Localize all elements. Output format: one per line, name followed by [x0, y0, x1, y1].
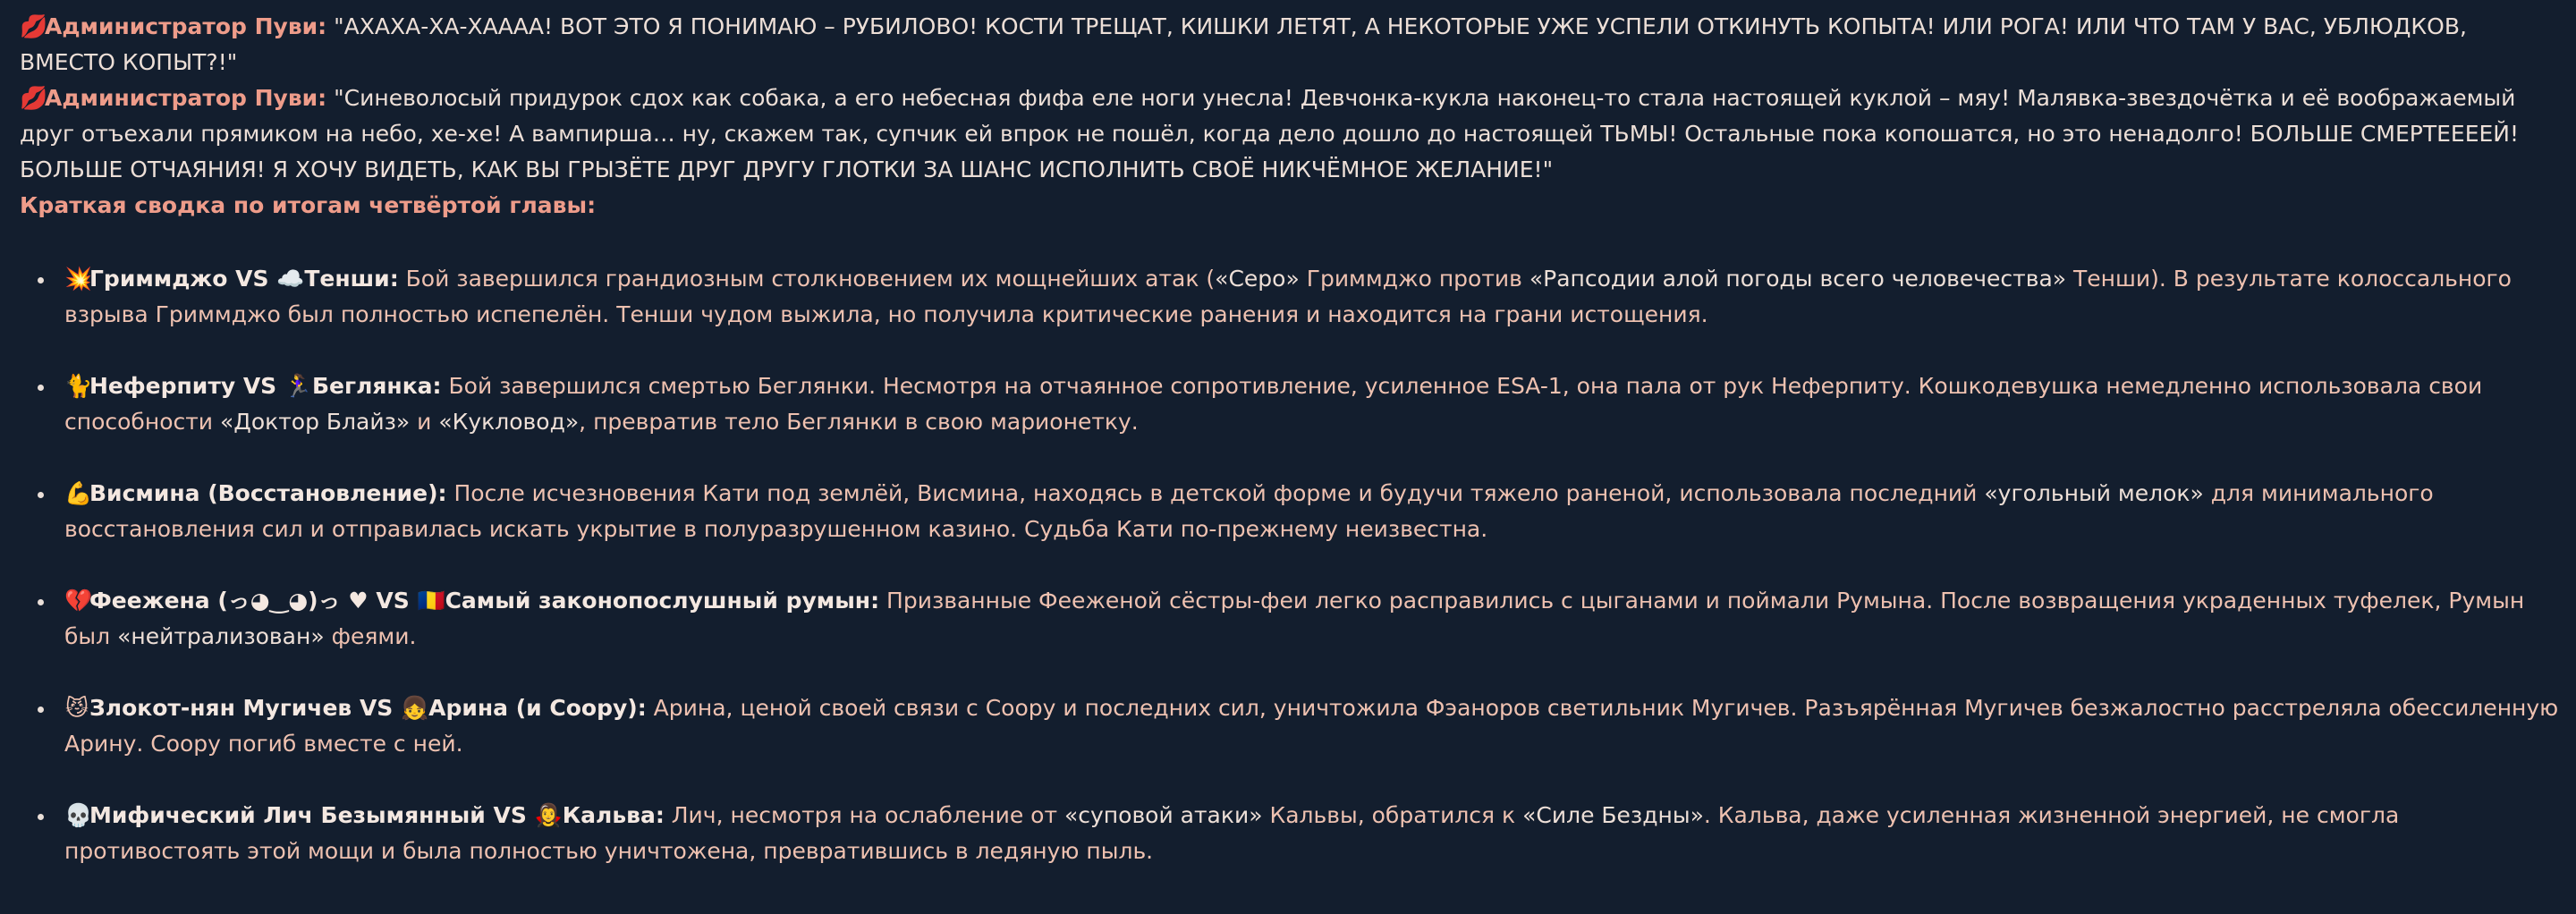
battle-item [64, 798, 2560, 869]
battle-item [64, 476, 2560, 547]
battle-item [64, 690, 2560, 762]
description-text: , превратив тело Беглянки в свою марионетку. [579, 409, 1139, 435]
description-text: Бой завершился грандиозным столкновением их мощнейших атак ( [398, 266, 1216, 292]
description-text: После исчезновения Кати под землёй, Висмина, находясь в детской форме и будучи тяжело раненой, использовала последний [446, 480, 1985, 506]
lips-icon: 💋 [20, 13, 48, 39]
lips-icon: 💋 [20, 85, 48, 111]
description-text: . Кальва, даже усиленная жизненной энергией, не смогла противостоять этой мощи и была полностью уничтожена, превратившись в ледяную пыль. [64, 802, 2400, 864]
quoted-term: «Кукловод» [438, 409, 580, 435]
battle-title: Висмина (Восстановление): [89, 480, 447, 506]
cat-icon: 🐈 [64, 373, 93, 399]
description-text: для минимального восстановления сил и отправилась искать укрытие в полуразрушенном казино. Судьба Кати по-прежнему неизвестна. [64, 480, 2434, 542]
admin-message-1 [20, 9, 2560, 80]
quoted-term: «Доктор Блайз» [220, 409, 411, 435]
battle-title: Злокот-нян Мугичев VS 👧Арина (и Соору): [89, 695, 647, 721]
muscle-icon: 💪 [64, 480, 93, 506]
message-text: "Синеволосый придурок сдох как собака, а его небесная фифа еле ноги унесла! Девчонка-кукла наконец-то стала настоящей куклой – мяу! Малявка-звездочётка и её воображаемый друг отъехали прямиком на небо, хе-хе! А вампирша… ну, скажем так, супчик ей впрок не пошёл, когда дело дошло до настоящей ТЬМЫ! Остальные пока копошатся, но это ненадолго! БОЛЬШЕ СМЕРТЕЕЕЕЙ! БОЛЬШЕ ОТЧАЯНИЯ! Я ХОЧУ ВИДЕТЬ, КАК ВЫ ГРЫЗЁТЕ ДРУГ ДРУГУ ГЛОТКИ ЗА ШАНС ИСПОЛНИТЬ СВОЁ НИКЧЁМНОЕ ЖЕЛАНИЕ!" [20, 85, 2520, 182]
admin-message-2 [20, 80, 2560, 188]
battle-item [64, 261, 2560, 333]
battle-item [64, 368, 2560, 440]
summary-heading: Краткая сводка по итогам четвёртой главы: [20, 192, 597, 218]
quoted-term: «Силе Бездны» [1522, 802, 1704, 828]
skull-icon: 💀 [64, 802, 93, 828]
description-text: Бой завершился смертью Беглянки. Несмотря на отчаянное сопротивление, усиленное ESA-1, она пала от рук Неферпиту. Кошкодевушка немедленно использовала свои способности [64, 373, 2483, 435]
message-text: "АХАХА-ХА-ХАААА! ВОТ ЭТО Я ПОНИМАЮ – РУБИЛОВО! КОСТИ ТРЕЩАТ, КИШКИ ЛЕТЯТ, А НЕКОТОРЫЕ УЖЕ УСПЕЛИ ОТКИНУТЬ КОПЫТА! ИЛИ РОГА! ИЛИ ЧТО ТАМ У ВАС, УБЛЮДКОВ, ВМЕСТО КОПЫТ?!" [20, 13, 2467, 75]
speaker-name: Администратор Пуви: [45, 85, 327, 111]
description-text: Тенши). В результате колоссального взрыва Гриммджо был полностью испепелён. Тенши чудом выжила, но получила критические ранения и находится на грани истощения. [64, 266, 2512, 327]
quoted-term: «Рапсодии алой погоды всего человечества» [1529, 266, 2067, 292]
explosion-icon: 💥 [64, 266, 93, 292]
description-text: Кальвы, обратился к [1262, 802, 1523, 828]
chat-log [20, 9, 2560, 905]
description-text: феями. [324, 623, 417, 649]
description-text: и [410, 409, 439, 435]
description-text: Лич, несмотря на ослабление от [664, 802, 1064, 828]
quoted-term: «Серо» [1215, 266, 1300, 292]
battle-description [64, 266, 2512, 327]
description-text: Призванные Фееженой сёстры-феи легко расправились с цыганами и поймали Румына. После возвращения украденных туфелек, Румын был [64, 588, 2525, 649]
description-text: Арина, ценой своей связи с Соору и последних сил, уничтожила Фэаноров светильник Мугичев. Разъярённая Мугичев безжалостно расстреляла обессиленную Арину. Соору погиб вместе с ней. [64, 695, 2559, 757]
battle-title: Мифический Лич Безымянный VS 🧛‍♀️Кальва: [89, 802, 665, 828]
broken-heart-icon: 💔 [64, 588, 93, 614]
battle-title: Феежена (っ◕‿◕)っ ♥ VS 🇷🇴Самый законопослушный румын: [89, 588, 880, 614]
battle-summary-list [20, 261, 2560, 869]
battle-title: Неферпиту VS 🏃‍♀️Беглянка: [89, 373, 442, 399]
speaker-name: Администратор Пуви: [45, 13, 327, 39]
quoted-term: «угольный мелок» [1984, 480, 2204, 506]
quoted-term: «суповой атаки» [1063, 802, 1263, 828]
description-text: Гриммджо против [1299, 266, 1530, 292]
battle-item [64, 583, 2560, 655]
battle-title: Гриммджо VS ☁️Тенши: [89, 266, 399, 292]
quoted-term: «нейтрализован» [117, 623, 325, 649]
cat-face-icon: 😼 [64, 695, 89, 721]
